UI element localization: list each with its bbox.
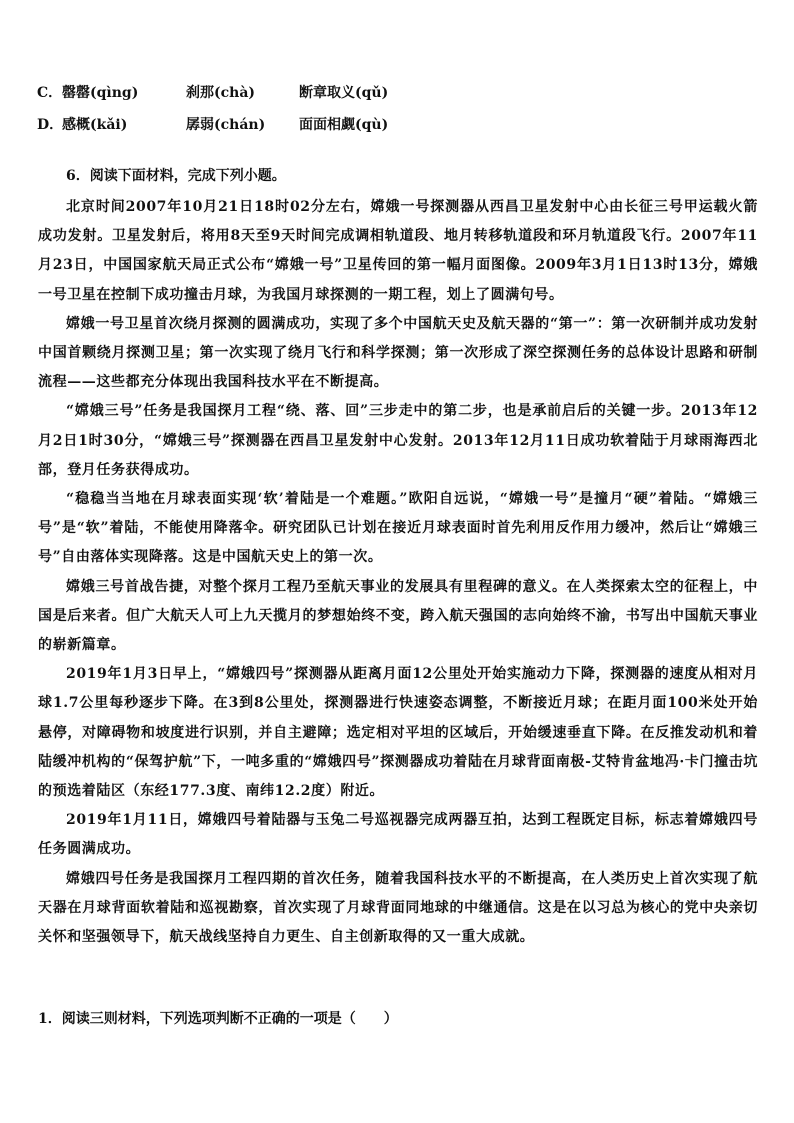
question-1-prompt: 1．阅读三则材料，下列选项判断不正确的一项是（ ） <box>38 1011 398 1027</box>
option-d-item-2: 孱弱(chán) <box>186 117 266 133</box>
option-c-label: C． <box>37 85 63 101</box>
option-d-item-1: 感概(kǎi) <box>62 117 128 133</box>
option-c-item-3: 断章取义(qǔ) <box>299 85 389 101</box>
article-paragraph: 2019年1月11日，嫦娥四号着陆器与玉兔二号巡视器完成两器互拍，达到工程既定目标，标志着嫦娥四号任务圆满成功。 <box>38 812 758 858</box>
option-d-item-3: 面面相觑(qù) <box>299 117 389 133</box>
article-paragraph: 北京时间2007年10月21日18时02分左右，嫦娥一号探测器从西昌卫星发射中心由长征三号甲运载火箭成功发射。卫星发射后，将用8天至9天时间完成调相轨道段、地月转移轨道段和环月轨道段飞行。2007年11月23日，中国国家航天局正式公布“嫦娥一号”卫星传回的第一幅月面图像。2009年3月1日13时13分，嫦娥一号卫星在控制下成功撞击月球，为我国月球探测的一期工程，划上了圆满句号。 <box>38 199 758 303</box>
option-c-item-2: 刹那(chà) <box>186 85 256 101</box>
option-c-item-1: 罄罄(qìng) <box>62 85 139 101</box>
reading-material <box>38 193 758 952</box>
question-6-prompt: 6．阅读下面材料，完成下列小题。 <box>66 168 286 184</box>
article-paragraph: 2019年1月3日早上，“嫦娥四号”探测器从距离月面12公里处开始实施动力下降，探测器的速度从相对月球1.7公里每秒逐步下降。在3到8公里处，探测器进行快速姿态调整，不断接近月球；在距月面100米处开始悬停，对障碍物和坡度进行识别，并自主避障；选定相对平坦的区域后，开始缓速垂直下降。在反推发动机和着陆缓冲机构的“保驾护航”下，一吨多重的“嫦娥四号”探测器成功着陆在月球背面南极-艾特肯盆地冯·卡门撞击坑的预选着陆区（东经177.3度、南纬12.2度）附近。 <box>38 666 758 800</box>
article-paragraph: 嫦娥三号首战告捷，对整个探月工程乃至航天事业的发展具有里程碑的意义。在人类探索太空的征程上，中国是后来者。但广大航天人可上九天揽月的梦想始终不变，跨入航天强国的志向始终不渝，书写出中国航天事业的崭新篇章。 <box>38 578 758 654</box>
article-paragraph: 嫦娥四号任务是我国探月工程四期的首次任务，随着我国科技水平的不断提高，在人类历史上首次实现了航天器在月球背面软着陆和巡视勘察，首次实现了月球背面同地球的中继通信。这是在以习总为核心的党中央亲切关怀和坚强领导下，航天战线坚持自力更生、自主创新取得的又一重大成就。 <box>38 870 758 946</box>
option-d-label: D． <box>37 117 64 133</box>
article-paragraph: 嫦娥一号卫星首次绕月探测的圆满成功，实现了多个中国航天史及航天器的“第一”：第一次研制并成功发射中国首颗绕月探测卫星；第一次实现了绕月飞行和科学探测；第一次形成了深空探测任务的总体设计思路和研制流程——这些都充分体现出我国科技水平在不断提高。 <box>38 315 758 391</box>
article-paragraph: “嫦娥三号”任务是我国探月工程“绕、落、回”三步走中的第二步，也是承前启后的关键一步。2013年12月2日1时30分，“嫦娥三号”探测器在西昌卫星发射中心发射。2013年12月11日成功软着陆于月球雨海西北部，登月任务获得成功。 <box>38 403 758 478</box>
article-paragraph: “稳稳当当地在月球表面实现‘软’着陆是一个难题。”欧阳自远说，“嫦娥一号”是撞月“硬”着陆。“嫦娥三号”是“软”着陆，不能使用降落伞。研究团队已计划在接近月球表面时首先利用反作用力缓冲，然后让“嫦娥三号”自由落体实现降落。这是中国航天史上的第一次。 <box>38 491 758 566</box>
